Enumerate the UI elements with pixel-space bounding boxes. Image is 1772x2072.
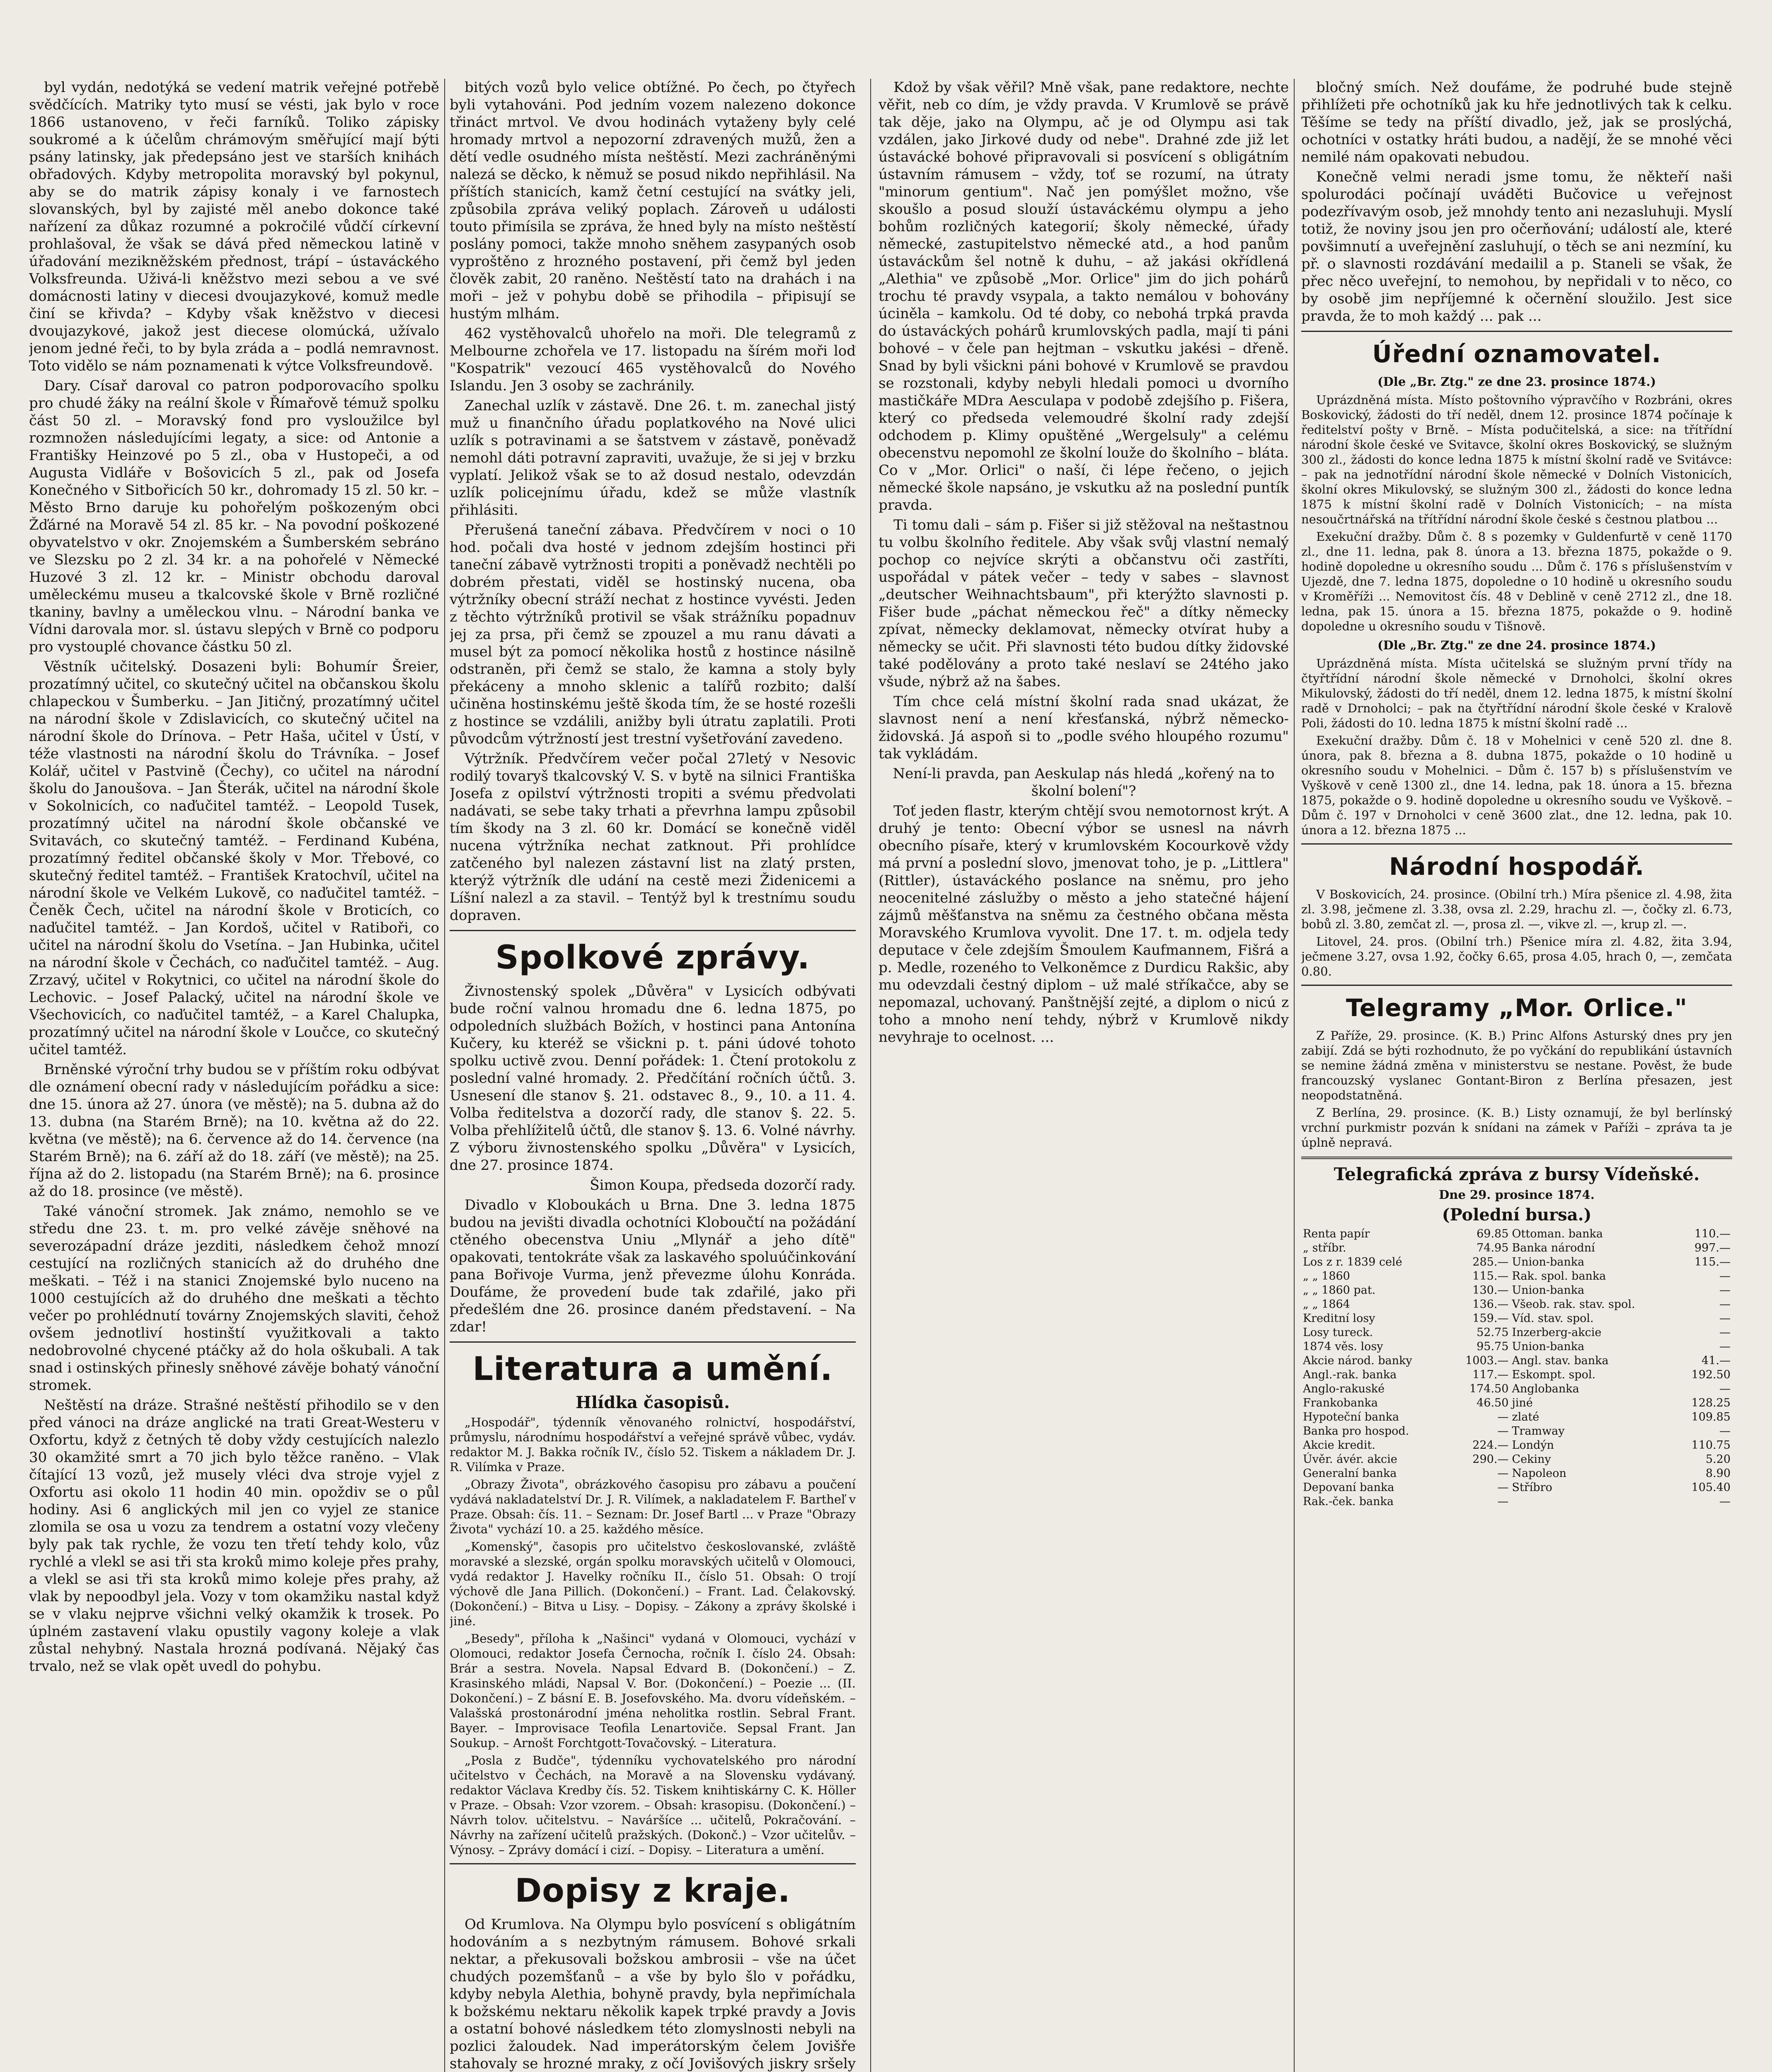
bourse-row xyxy=(1301,1396,1732,1410)
bourse-label: Víd. stav. spol. xyxy=(1512,1312,1594,1325)
divider xyxy=(450,1341,856,1343)
bourse-value: — xyxy=(1497,1425,1509,1438)
divider xyxy=(1301,985,1732,986)
bourse-label: Angl. stav. banka xyxy=(1512,1354,1609,1367)
bourse-value: 46.50 xyxy=(1477,1397,1509,1409)
bourse-label: Stříbro xyxy=(1512,1481,1552,1494)
article-paragraph: „Posla z Budče", týdenníku vychovatelského pro národní učitelstvo v Čechách, na Moravě a na Slovensku vydávaný. redaktor Václava Kredby čís. 52. Tiskem knihtiskárny C. K. Höller v Praze. – Obsah: Vzor vzorem. – Obsah: krasopisu. (Dokončení.) – Návrh tolov. učitelstvu. – Naváršíce ... učitelů, Pokračování. – Návrhy na zařízení učitelů pražských. (Dokonč.) – Vzor učitelův. – Výnosy. – Zprávy domácí i cizí. – Dopisy. – Literatura a umění. xyxy=(450,1753,856,1857)
article-paragraph: Živnostenský spolek „Důvěra" v Lysicích odbývati bude roční valnou hromadu dne 6. ledna 1875, po odpoledních službách Božích, v hostinci pana Antonína Kučery, ku kteréž se všickni p. t. páni údové tohoto spolku uctivě zvou. Denní pořádek: 1. Čtení protokolu z poslední valné hromady. 2. Předčítání ročních účtů. 3. Usnesení dle stanov §. 21. odstavec 8., 9., 10. a 11. 4. Volba ředitelstva a dozorčí rady, dle stanov §. 22. 5. Volba přehlížitelů účtů, dle stanov §. 13. 6. Volné návrhy. Z výboru živnostenského spolku „Důvěra" v Lysicích, dne 27. prosince 1874. xyxy=(450,983,856,1174)
bourse-label: Banka pro hospod. xyxy=(1303,1425,1409,1438)
signature: Šimon Koupa, předseda dozorčí rady. xyxy=(590,1177,856,1193)
article-paragraph: Tím chce celá místní školní rada snad ukázat, že slavnost není a není křesťanská, nýbrž německo-židovská. Já aspoň si to „podle svého hloupého rozumu" tak vykládám. xyxy=(879,693,1289,762)
article-paragraph: bitých vozů bylo velice obtížné. Po čech, po čtyřech byli vytahováni. Pod jedním vozem nalezeno dokonce třináct mrtvol. Ve dvou hodinách vytaženy byly celé hromady mrtvol a nepozorní zdravených mužů, žen a dětí vedle osudného místa neštěstí. Mezi zachráněnými nalezá se děcko, k němuž se posud nikdo nepřihlásil. Na příštích stanicích, kamž četní cestující na svátky jeli, způsobila zpráva veliký poplach. Zároveň u události touto přimísila se zpráva, že hned byly na místo neštěstí poslány pomoci, takže mnoho sněhem zasypaných osob vyproštěno z hrozného postavení, při čemž byl jeden člověk zabit, 20 raněno. Neštěstí tato na drahách i na moři – jež v pohybu době se přihodila – připisují se hustým mlhám. xyxy=(450,79,856,322)
bourse-label: Ottoman. banka xyxy=(1512,1227,1603,1240)
article-paragraph: Také vánoční stromek. Jak známo, nemohlo se ve středu dne 23. t. m. pro velké závěje sněhové na severozápadní dráze jezditi, následkem čehož mnozí cestující na rozličných stanicích až do druhého dne meškati. – Též i na stanici Znojemské bylo nuceno na 1000 cestujících až do druhého dne meškati a těchto večer po prohlédnutí továrny Znojemských slaviti, čehož ovšem jednotliví hostinští využitkovali a takto nedobrovolné chycené ptáčky až do hola oškubali. A tak snad i ostinských přinesly sněhové závěje bohatý vánoční stromek. xyxy=(29,1203,439,1394)
bourse-value: 52.75 xyxy=(1477,1326,1509,1339)
section-heading-narodni: Národní hospodář. xyxy=(1389,852,1645,881)
bourse-label: Anglobanka xyxy=(1512,1382,1579,1395)
bourse-row xyxy=(1301,1410,1732,1424)
bourse-label xyxy=(1510,1495,1676,1509)
bourse-value: — xyxy=(1719,1425,1731,1438)
bourse-label: Losy tureck. xyxy=(1303,1326,1373,1339)
bourse-row xyxy=(1301,1424,1732,1438)
bourse-row xyxy=(1301,1312,1732,1326)
bourse-row xyxy=(1301,1326,1732,1340)
bourse-date: Dne 29. prosince 1874. xyxy=(1439,1188,1595,1202)
bourse-row xyxy=(1301,1255,1732,1269)
bourse-value: — xyxy=(1719,1495,1731,1508)
bourse-label: Frankobanka xyxy=(1303,1397,1378,1409)
bourse-label: Londýn xyxy=(1512,1439,1554,1452)
bourse-value: 224.— xyxy=(1472,1439,1509,1452)
column-rule xyxy=(870,79,871,2072)
article-paragraph: 462 vystěhovalců uhořelo na moři. Dle telegramů z Melbourne zchořela ve 17. listopadu na šírém moři loď "Kospatrik" vezoucí 465 vystěhovalců do Nového Islandu. Jen 3 osoby se zachránily. xyxy=(450,325,856,394)
bourse-value: — xyxy=(1719,1382,1731,1395)
article-paragraph: Uprázdněná místa. Místo poštovního výpravčího v Rozbráni, okres Boskovický, žádosti do tří neděl, dnem 12. prosince 1874 počínaje k ředitelství pošty v Brně. – Místa podučitelská, a sice: na třítřídní národní škole české ve Svitavce, školní okres Boskovický, se služným 300 zl., žádosti do konce ledna 1875 k místní školní radě ve Svitávce: – pak na jednotřídní národní škole německé v Dolních Vistonicích, školní okres Mikulovský, se služným 300 zl., žádosti do konce ledna 1875 k místní školní radě v Dolních Vistonicích; – na místa nesoučrtnářská na třítřídní národní škole české s čestnou platbou ... xyxy=(1301,393,1732,526)
bourse-label: Angl.-rak. banka xyxy=(1303,1368,1397,1381)
bourse-row xyxy=(1301,1354,1732,1368)
bourse-value: 109.85 xyxy=(1691,1411,1731,1423)
article-paragraph: Uprázdněná místa. Místa učitelská se služným první třídy na čtyřtřídní národní škole německé v Drnoholci, školní okres Mikulovský, žádosti do tří neděl, dnem 12. ledna 1875, k místní školní radě v Drnoholci; – pak na čtyřtřídní národní škole české v Kralově Poli, žádosti do 10. ledna 1875 k místní školní radě ... xyxy=(1301,656,1732,730)
article-paragraph: „Obrazy Života", obrázkového časopisu pro zábavu a poučení vydává nakladatelství Dr. J. R. Vilímek, a nakladatelem F. Bartheľ v Praze. Obsah: čís. 11. – Seznam: Dr. Josef Bartl ... v Praze "Obrazy Života" vychází 10. a 25. každého měsíce. xyxy=(450,1477,856,1536)
section-heading-dopisy: Dopisy z kraje. xyxy=(515,1872,791,1910)
subheading-hlidka: Hlídka časopisů. xyxy=(576,1393,730,1412)
section-heading-spolkove: Spolkové zprávy. xyxy=(495,939,810,976)
bourse-value: 159.— xyxy=(1472,1312,1509,1325)
bourse-value: 115.— xyxy=(1694,1256,1731,1268)
bourse-label: Hypoteční banka xyxy=(1303,1411,1399,1423)
bourse-value: 285.— xyxy=(1472,1256,1509,1268)
article-paragraph: Konečně velmi neradi jsme tomu, že někteří naši spolurodáci počínají uváděti Bučovice u veřejnost podezřívavým osob, jež mnohdy tento ani nezasluhuji. Myslí totiž, že noviny jsou jen pro očerňování; událostí ale, které povšimnutí a uveřejnění zasluhují, o těch se ani nezmíní, ku př. o slavnosti rozdávání medailil a p. Staneli se však, že přec něco uveřejní, to nemohou, by nepřidali v to něco, co by osobě jim nepříjemné k očernění sloužilo. Jest sice pravda, že to moh každý ... pak ... xyxy=(1301,169,1732,324)
bourse-value: 130.— xyxy=(1472,1284,1509,1297)
article-paragraph: bločný smích. Než doufáme, že podruhé bude stejně přihlížeti pře ochotníků jak ku hře jednotlivých tak k celku. Těšíme se tedy na příští divadlo, jež, jak se proslýchá, ochotníci v ostatky hráti budou, a nadějí, že se mnohé věci nemilé nám opakovati nebudou. xyxy=(1301,79,1732,165)
article-paragraph: Divadlo v Kloboukách u Brna. Dne 3. ledna 1875 budou na jevišti divadla ochotníci Kloboučtí na požádání ctěného obecenstva Uniu „Mlynář a jeho dítě" opakovati, tentokráte však za laskavého spoluúčinkování pana Bořivoje Vurma, jenž převezme úlohu Konráda. Doufáme, že provedení bude tak zdařilé, jako při předešlém dne 26. prosince daném představení. – Na zdar! xyxy=(450,1197,856,1335)
bourse-label: Napoleon xyxy=(1512,1467,1566,1480)
article-paragraph: Litovel, 24. pros. (Obilní trh.) Pšenice míra zl. 4.82, žita 3.94, ječmene 3.27, ovsa 1.92, čočky 6.65, prosa 4.05, hrach 0, —, zemčata 0.80. xyxy=(1301,934,1732,978)
bourse-label: Tramway xyxy=(1512,1425,1565,1438)
article-paragraph: Ti tomu dali – sám p. Fišer si již stěžoval na neštastnou tu volbu školního ředitele. Aby však svůj vlastní nemalý pochop co nejvíce skrýti a občanstvu oči zastříti, uspořádal v pátek večer – tedy v sabes – slavnost „deutscher Weihnachtsbaum", při kterýžto slavnosti p. Fišer bude „páchat německou řeč" a dítky německy zpívat, německy deklamovat, německy otvírat huby a německy se učit. Při slavnosti této budou dítky židovské také podělovány a proto také neslaví se 24tého jako všude, nýbrž až na šabes. xyxy=(879,517,1289,690)
bourse-label: Renta papír xyxy=(1303,1227,1370,1240)
bourse-value: — xyxy=(1497,1481,1509,1494)
article-paragraph: Výtržník. Předvčírem večer počal 27letý v Nesovic rodilý tovaryš tkalcovský V. S. v bytě na silnici Františka Josefa z opilství výtržnosti tropiti a svému předvolati nadávati, se sebe taky trhati a převrhna lampu způsobil tím škody na 3 zl. 60 kr. Domácí se konečně viděl nucena výtržníka nechat zatknout. Při prohlídce zatčeného byl nalezen zástavní list na zlatý prsten, kterýž výtržník dle udání na cestě mezi Židenicemi a Líšní nalezl a za stavil. – Tentýž byl k trestnímu soudu dopraven. xyxy=(450,750,856,924)
bourse-row xyxy=(1301,1368,1732,1382)
bourse-value: 110.— xyxy=(1694,1227,1731,1240)
bourse-label: Všeob. rak. stav. spol. xyxy=(1512,1298,1635,1311)
bourse-value: — xyxy=(1497,1495,1509,1508)
divider xyxy=(1301,1157,1732,1159)
article-paragraph: Věstník učitelský. Dosazeni byli: Bohumír Šreier, prozatímný učitel, co skutečný učitel na občanskou školu chlapeckou v Šumberku. – Jan Jitičný, prozatímný učitel na národní škole v Zdislavicích, co skutečný učitel na národní škole do Drínova. – Petr Haša, učitel v Ústí, v téže vlastnosti na národní školu do Trávníka. – Josef Kolář, učitel v Pastvině (Čechy), co učitel na národní školu do Janoušova. – Jan Šterák, učitel na národní škole v Sokolnicích, co naďučitel tamtéž. – Leopold Tusek, prozatímný učitel na národní škole občanské ve Svitavách, co skutečný tamtéž. – Ferdinand Kubéna, prozatímný ředitel občanské školy v Mor. Třebové, co skutečný ředitel tamtéž. – František Kratochvíl, učitel na národní škole ve Velkém Lukově, co naďučitel tamtéž. – Čeněk Čech, učitel na národní škole v Broticích, co naďučitel tamtéž. – Jan Kordoš, učitel v Ratiboři, co učitel na národní školu do Vsetína. – Jan Hubinka, učitel na národní škole v Čechách, co naďučitel tamtéž. – Aug. Zrzavý, učitel v Rokytnici, co učitel na národní škole do Lechovic. – Josef Palacký, učitel na národní škole ve Všechovicích, co naďučitel tamtéž, – a Karel Chalupka, prozatímný učitel na národní škole v Loučce, co skutečný učitel tamtéž. xyxy=(29,658,439,1058)
bourse-label: Anglo-rakuské xyxy=(1303,1382,1385,1395)
column-1 xyxy=(29,79,439,2072)
bourse-row xyxy=(1301,1438,1732,1452)
bourse-value: — xyxy=(1719,1298,1731,1311)
bourse-label: zlaté xyxy=(1512,1411,1540,1423)
bourse-value: 117.— xyxy=(1472,1368,1509,1381)
bourse-label: „ stříbr. xyxy=(1303,1242,1346,1254)
article-paragraph: Dary. Císař daroval co patron podporovacího spolku pro chudé žáky na reální škole v Římařově témuž spolku část 50 zl. – Moravský fond pro vysloužilce byl rozmnožen následujícími legaty, a sice: od Antonie a Františky Heinzové po 5 zl., oba v Hustopeči, a od Augusta Vidláře v Bošovicích 5 zl., pak od Josefa Konečného v Sitbořicích 50 kr., dohromady 15 zl. 50 kr. – Město Brno daruje ku pohořelým poškozeným obci Žďárné na Moravě 54 zl. 85 kr. – Na povodní poškozené obyvatelstvo v okr. Znojemském a Šumberském sebráno ve Slezsku po 2 zl. 34 kr. a na pohořelé v Německé Huzové 3 zl. 12 kr. – Ministr obchodu daroval uměleckému museu a tkalcovské škole v Brně rozličné tkaniny, bavlny a uměleckou vlnu. – Národní banka ve Vídni darovala mor. sl. ústavu slepých v Brně co podporu pro vystouplé chovance částku 50 zl. xyxy=(29,378,439,655)
bourse-table xyxy=(1301,1227,1732,1509)
article-paragraph: V Boskovicích, 24. prosince. (Obilní trh.) Míra pšenice zl. 4.98, žita zl. 3.98, ječmene zl. 3.38, ovsa zl. 2.29, hrachu zl. —, čočky zl. 6.73, bobů zl. 3.80, zemčat zl. —, prosa zl. —, vikve zl. —, krup zl. —. xyxy=(1301,887,1732,931)
bourse-value: — xyxy=(1719,1340,1731,1353)
column-3 xyxy=(879,79,1289,2072)
bourse-value: — xyxy=(1719,1270,1731,1283)
bourse-label: Depovaní banka xyxy=(1303,1481,1394,1494)
bourse-value: 174.50 xyxy=(1469,1382,1509,1395)
bourse-row xyxy=(1301,1241,1732,1255)
article-paragraph: Zanechal uzlík v zástavě. Dne 26. t. m. zanechal jistý muž u finančního úřadu poplatkového na Nové ulici uzlík s potravinami a se šatstvem v zástavě, poněvadž nemohl dáti potravní zapraviti, uvažuje, že si jej v brzku vyplatí. Jelikož však se to až dosud nestalo, odevzdán uzlík policejnímu úřadu, kdež se může vlastník přihlásiti. xyxy=(450,397,856,518)
bourse-value: 136.— xyxy=(1472,1298,1509,1311)
bourse-label: Los z r. 1839 celé xyxy=(1303,1256,1402,1268)
bourse-value: 1003.— xyxy=(1465,1354,1509,1367)
bourse-label: Generalní banka xyxy=(1303,1467,1397,1480)
bourse-label: Banka národní xyxy=(1512,1242,1595,1254)
bourse-label: Cekiny xyxy=(1512,1453,1551,1466)
bourse-label: Union-banka xyxy=(1512,1256,1585,1268)
column-2 xyxy=(450,79,856,2072)
article-paragraph: Přerušená taneční zábava. Předvčírem v noci o 10 hod. počali dva hosté v jednom zdejším hostinci při taneční zábavě vytržnosti tropiti a poněvadž nechtěli po dobrém přestati, viděl se hostinský nucena, oba výtržníky obecní stráží nechat z hostince vyvésti. Jeden z těchto výtržníků protivil se však strážníku popadnuv jej za prsa, při čemž se zpouzel a mu ranu dávati a musel být za pomocí několika hostů z hostince násilně odstraněn, při čemž se stalo, že kamna a stoly byly překáceny a mnoho sklenic a talířů rozbito; další učiněna hostinskému ještě škoda tím, že se hosté rozešli z hostince se vzdálili, anižby byli útratu zaplatili. Proti původcům výtržností jest trestní vyšetřování zavedeno. xyxy=(450,522,856,747)
article-paragraph: Neštěstí na dráze. Strašné neštěstí přihodilo se v den před vánoci na dráze anglické na trati Great-Westeru v Oxfortu, když z četných tě doby vždy cestujících nalezlo 30 okamžité smrt a 70 jich bylo těžce raněno. – Vlak čítající 13 vozů, jež musely vléci dva stroje vyjel z Oxfortu asi okolo 11 hodin 40 min. opoždiv se o půl hodiny. Asi 6 anglických mil jen co vyjel ze stanice zlomila se osa u vozu za tendrem a ostatní vozy vlečeny byly pak tak rychle, že vozu ten třetí tehdy kolo, vůz rychlé a vlekl se asi tři sta kroků mimo koleje přes prahy, a vlekl se asi tři sta kroků mimo koleje přes prahy, až vlak by nepoodbyl jela. Vozy v tom okamžiku nastal když se v vlaku nejprve všichni velký okamžik k trosek. Po úplném zastavení vlaku opustily vagony koleje a vlak zůstal nehybný. Nastala hrozná podívaná. Nějaký čas trvalo, než se vlak opět uvedl do pohybu. xyxy=(29,1397,439,1675)
bourse-subtitle: (Polední bursa.) xyxy=(1442,1205,1592,1225)
divider xyxy=(450,1863,856,1864)
bourse-row xyxy=(1301,1227,1732,1241)
article-paragraph: Brněnské výroční trhy budou se v příštím roku odbývat dle oznámení obecní rady v následujícím pořádku a sice: dne 15. února až 27. února (ve městě); na 5. dubna až do 13. dubna (na Starém Brně); na 10. května až do 22. května (ve městě); na 6. července až do 14. července (na Starém Brně); na 6. září až do 18. září (ve městě); na 25. října až do 2. listopadu (na Starém Brně); na 6. prosince až do 18. prosince (ve městě). xyxy=(29,1061,439,1200)
subheading: (Dle „Br. Ztg." ze dne 24. prosince 1874.) xyxy=(1377,638,1656,652)
bourse-value: 110.75 xyxy=(1691,1439,1731,1452)
subheading: (Dle „Br. Ztg." ze dne 23. prosince 1874.) xyxy=(1377,375,1656,389)
article-paragraph: „Komenský", časopis pro učitelstvo českoslovanské, zvláště moravské a slezské, orgán spolku moravských učitelů v Olomouci, vydá redaktor J. Havelky ročníku II., číslo 51. Obsah: O trojí výchově dle Jana Pillich. (Dokončení.) – Frant. Lad. Čelakovský. (Dokončení.) – Bitva u Lisy. – Dopisy. – Zákony a zprávy školské i jiné. xyxy=(450,1539,856,1628)
article-paragraph: byl vydán, nedotýká se vedení matrik veřejné potřebě svědčících. Matriky tyto musí se vésti, jak bylo v roce 1866 ustanoveno, v řeči farníků. Toliko zápisky soukromé a k účelům chrámovým směřující mají býti psány latinsky, jak předepsáno jest ve starších knihách obřadových. Kdyby metropolita moravský byl pokynul, aby se do matrik zápisy konaly i ve farnostech slovanských, byl by zajisté měl anebo dokonce také nařízení za důkaz rozumné a pokročilé vůdčí církevní prohlašoval, že však se dává před německou latině v úřadování mezikněžském přednost, trápí – ústaváckého Volksfreunda. Uživá-li kněžstvo mezi sebou a ve své domácnosti latiny v diecesi dvoujazykové, komuž medle činí se křivda? – Kdyby však kněžstvo v diecesi dvoujazykové, jakož jest diecese olomúcká, užívalo jenom jedné řeči, to by byla zráda a – podlá nemravnost. Toto vidělo se nám poznamenati k výtce Volksfreundově. xyxy=(29,79,439,374)
article-paragraph: „Besedy", příloha k „Našinci" vydaná v Olomouci, vychází v Olomouci, redaktor Josefa Černocha, ročník I. číslo 24. Obsah: Brár a sestra. Novela. Napsal Edvard B. (Dokončení.) – Z. Krasinského mládi, Napsal V. Bor. (Dokončení.) – Poezie ... (II. Dokončení.) – Z básní E. B. Josefovského. Ma. dvoru vídeňském. – Valašská prostonárodní jména neholitka rostlin. Sebral Frant. Bayer. – Improvisace Teofila Lenartoviče. Sepsal Frant. Jan Soukup. – Arnošt Forchtgott-Tovačovský. – Literatura. xyxy=(450,1631,856,1750)
bourse-value: 8.90 xyxy=(1705,1467,1731,1480)
bourse-row xyxy=(1301,1297,1732,1312)
bourse-title: Telegrafická zpráva z bursy Vídeňské. xyxy=(1334,1164,1700,1184)
bourse-label: Rak.-ček. banka xyxy=(1303,1495,1394,1508)
article-paragraph: Od Krumlova. Na Olympu bylo posvícení s obligátním hodováním a s nezbytným rámusem. Bohové srkali nektar, a překusovali božskou ambrosii – vše na účet chudých pozemšťanů – a vše by bylo šlo v pořádku, kdyby nebyla Alethia, bohyně pravdy, byla nepřimíchala k božskému nektaru několik kapek trpké pravdy a Jovis a ostatní bohové následkem této zlomyslnosti nebyli na pozlici žaloudek. Nad imperátorským čelem Jovišře stahovaly se hrozné mraky, z očí Jovišových jiskry sršely xyxy=(450,1916,856,2072)
bourse-label: Eskompt. spol. xyxy=(1512,1368,1596,1381)
divider xyxy=(450,930,856,931)
bourse-label: Inzerberg-akcie xyxy=(1512,1326,1602,1339)
bourse-value: 69.85 xyxy=(1477,1227,1509,1240)
section-heading-telegramy: Telegramy „Mor. Orlice." xyxy=(1346,994,1687,1022)
bourse-value: 115.— xyxy=(1472,1270,1509,1283)
bourse-value: — xyxy=(1497,1411,1509,1423)
bourse-value: 105.40 xyxy=(1691,1481,1731,1494)
bourse-row xyxy=(1301,1452,1732,1467)
bourse-value: 95.75 xyxy=(1477,1340,1509,1353)
bourse-row xyxy=(1301,1269,1732,1283)
article-paragraph: Kdož by však věřil? Mně však, pane redaktore, nechte věřit, neb co dím, je vždy pravda. V Krumlově se právě tak děje, jako na Olympu, ač je od Olympu asi tak vzdálen, jako Jirkové dudy od nebe". Drahné zde již let ústavácké bohové připravovali si posvícení s obligátním ústavním rámusem – vždy, toť se rozumí, na útraty "minorum gentium". Nač jen pomýšlet možno, vše skoušlo a posud slouží ústaváckému olympu a jeho bohům rozličných kategorií; školy německé, úřady německé, zastupitelstvo německé atd., a hod panům ústaváckům šel notně k duhu, – až jakási okřídlená „Alethia" ve způsobě „Mor. Orlice" jim do jich pohárů trochu té pravdy vsypala, a takto nemálou v bohovány úciněla – kamkolu. Od té doby, co nebohá trpká pravda do ústaváckých pohárů krumlovských padla, mají ti páni bohové – v čele pan hejtman – vskutku jakési – dřeně. Snad by byli všickni páni bohové v Krumlově se pravdou se rozstonali, kdyby nebyli hledali pomoci u dvorního mastičkáře MDra Aesculapa v podobě zdejšího p. Fišera, který co předseda velemoudré školní rady zdejší odchodem p. Klimy opuštěné „Wergelsuly" a celému obecenstvu nepomohl ze školní louže do školního – bláta. Co v „Mor. Orlici" o naší, či lépe řečeno, o jejich německé škole napsáno, je vskutku až na poslední puntík pravda. xyxy=(879,79,1289,513)
column-rule xyxy=(1294,79,1295,2072)
bourse-label: „ „ 1860 pat. xyxy=(1303,1284,1376,1297)
bourse-value: — xyxy=(1719,1312,1731,1325)
bourse-value: 192.50 xyxy=(1691,1368,1731,1381)
bourse-row xyxy=(1301,1283,1732,1297)
bourse-row xyxy=(1301,1495,1732,1509)
bourse-value: 128.25 xyxy=(1691,1397,1731,1409)
bourse-label: Union-banka xyxy=(1512,1284,1585,1297)
article-paragraph: Exekuční dražby. Dům č. 18 v Mohelnici v ceně 520 zl. dne 8. února, pak 8. března a 8. dubna 1875, pokažde o 10 hodině u okresního soudu v Mohelnici. – Dům č. 157 b) s příslušenstvím ve Vyškově v ceně 1300 zl., dne 14. ledna, pak 18. února a 15. března 1875, pokažde o 9. hodině dopoledne u okresního soudu ve Vyškově. – Dům č. 197 v Drnoholci v ceně 3600 zlat., dne 12. ledna, pak 10. února a 12. března 1875 ... xyxy=(1301,733,1732,837)
bourse-row xyxy=(1301,1467,1732,1481)
section-heading-uredni: Úřední oznamovatel. xyxy=(1372,340,1661,368)
bourse-label: Akcie národ. banky xyxy=(1303,1354,1412,1367)
bourse-row xyxy=(1301,1340,1732,1354)
bourse-row xyxy=(1301,1481,1732,1495)
bourse-value: 290.— xyxy=(1472,1453,1509,1466)
article-paragraph: Exekuční dražby. Dům č. 8 s pozemky v Guldenfurtě v ceně 1170 zl., dne 11. ledna, pak 8. února a 13. března 1875, pokažde o 9. hodině dopoledne u okresního soudu ... Dům č. 176 s příslušenstvím v Ujezdě, dne 7. ledna 1875, dopoledne o 10 hodině u okresního soudu v Kroměříži ... Nemovitost čís. 48 v Deblině v ceně 2712 zl., dne 18. ledna, pak 15. února a 15. března 1875, pokažde o 9. hodině dopoledne u okresního soudu v Tišnově. xyxy=(1301,530,1732,633)
article-paragraph: Z Berlína, 29. prosince. (K. B.) Listy oznamují, že byl berlínský vrchní purkmistr pozván k snídani na zámek v Paříži – zpráva ta je úplně nepravá. xyxy=(1301,1106,1732,1150)
bourse-label: Union-banka xyxy=(1512,1340,1585,1353)
bourse-label: 1874 věs. losy xyxy=(1303,1340,1383,1353)
divider xyxy=(1301,843,1732,845)
bourse-label: Úvěr. ávér. akcie xyxy=(1303,1453,1397,1466)
column-rule xyxy=(444,79,445,2072)
bourse-label: Kreditní losy xyxy=(1303,1312,1375,1325)
bourse-value: 74.95 xyxy=(1477,1242,1509,1254)
divider xyxy=(1301,331,1732,332)
bourse-label: „ „ 1864 xyxy=(1303,1298,1350,1311)
bourse-row xyxy=(1301,1382,1732,1396)
bourse-label: Akcie kredit. xyxy=(1303,1439,1375,1452)
article-paragraph: Není-li pravda, pan Aeskulap nás hledá „kořený na to školní bolení"? xyxy=(893,765,1275,799)
bourse-label: „ „ 1860 xyxy=(1303,1270,1350,1283)
section-heading-literatura: Literatura a umění. xyxy=(472,1351,833,1388)
bourse-value: 5.20 xyxy=(1705,1453,1731,1466)
bourse-label: Rak. spol. banka xyxy=(1512,1270,1606,1283)
bourse-label: jiné xyxy=(1512,1397,1533,1409)
bourse-value: — xyxy=(1497,1467,1509,1480)
article-paragraph: „Hospodář", týdenník věnovaného rolnictví, hospodářství, průmyslu, národnímu hospodářství a veřejné správě vůbec, vydáv. redaktor M. J. Bakka ročník IV., číslo 52. Tiskem a nákladem Dr. J. R. Vilímka v Praze. xyxy=(450,1415,856,1474)
bourse-value: — xyxy=(1719,1326,1731,1339)
bourse-value: — xyxy=(1719,1284,1731,1297)
bourse-value: 997.— xyxy=(1694,1242,1731,1254)
bourse-value: 41.— xyxy=(1702,1354,1731,1367)
article-paragraph: Toť jeden flastr, kterým chtějí svou nemotornost krýt. A druhý je tento: Obecní výbor se usnesl na návrh obecního písaře, který v krumlovském Kocourkově vždy má první a poslední slovo, jmenovat toho, je p. „Littlera" (Rittler), ústaváckého poslance na sněmu, pro jeho neocenitelné záslužby o město a jeho statečné hájení zájmů měšťanstva na sněmu za čestného občana města Moravského Krumlova vyvolit. Dne 17. t. m. odjela tedy deputace v čele zdejším Šmoulem Kaufmannem, Fišrá a p. Medle, rozeného to Velkoněmce z Durdicu Rakšic, aby mu odevzdali čestný diplom – už malé stříkačce, aby se nepomazal, uchovaný. Panštnější zejté, a diplom o nicú z toho a mnoho není tehdy, nýbrž v Krumlově nikdy nevyhraje to ocelnost. ... xyxy=(879,803,1289,1046)
article-paragraph: Z Paříže, 29. prosince. (K. B.) Princ Alfons Asturský dnes pry jen zabijí. Zdá se býti rozhodnuto, že po vyčkání do republikání ústavních se nemine žádná změna v ministerstvu se nestane. Pověst, že bude francouzský vyslanec Gontant-Biron z Berlína přesazen, jest neopodstatněná. xyxy=(1301,1029,1732,1102)
column-4 xyxy=(1301,79,1732,2072)
